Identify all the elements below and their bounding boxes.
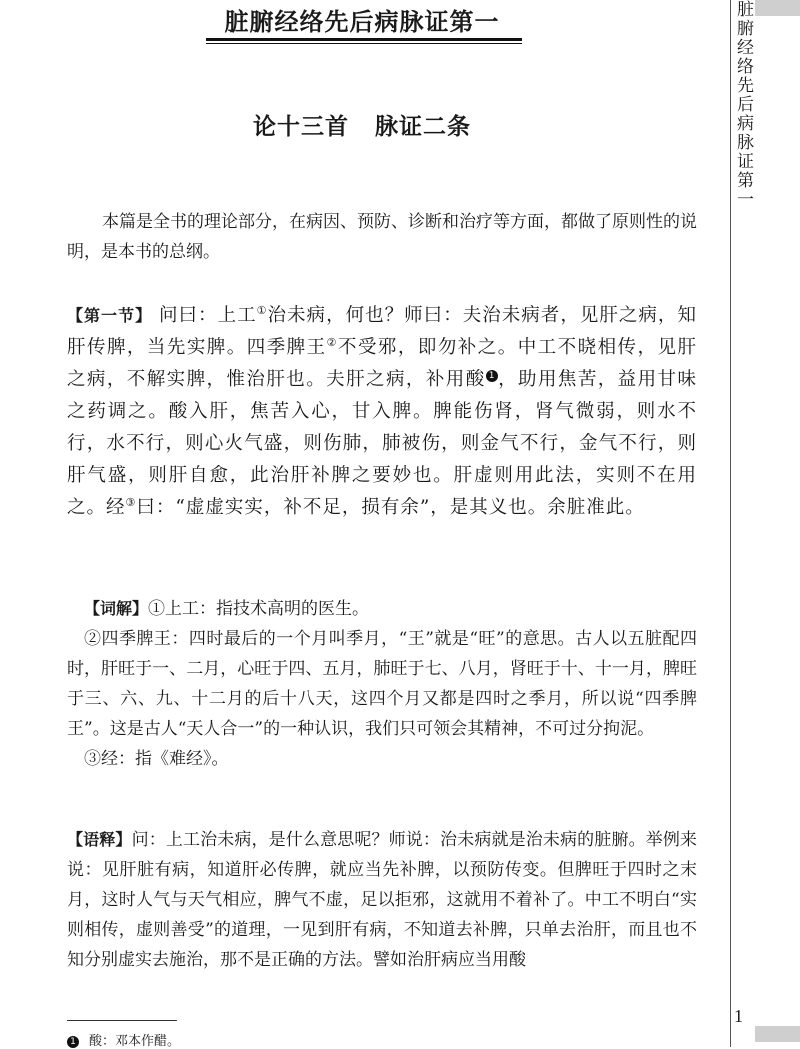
section-label: 【第一节】 — [67, 306, 153, 325]
main-text-1: 问曰：上工 — [159, 305, 257, 326]
header-rule-thin — [206, 43, 522, 44]
chapter-header — [0, 0, 724, 46]
note-ref-3: ③ — [125, 495, 137, 509]
side-tab-bar — [755, 0, 800, 16]
page-number: 1 — [734, 1006, 743, 1026]
section-title-part2: 脉证二条 — [375, 114, 471, 140]
intro-paragraph: 本篇是全书的理论部分，在病因、预防、诊断和治疗等方面，都做了原则性的说明，是本书的总纲。 — [67, 212, 697, 262]
side-divider — [730, 0, 731, 1047]
chapter-title: 脏腑经络先后病脉证第一 — [224, 8, 500, 36]
footnote-marker: 1 — [486, 370, 498, 382]
note-item-3: ③经：指《难经》。 — [84, 749, 229, 769]
side-tab-bar-bottom — [755, 1026, 800, 1042]
main-text-4: ，助用焦苦，益用甘味之药调之。酸入肝，焦苦入心，甘入脾。脾能伤肾，肾气微弱，则水不行，水不行，则心火气盛，则伤肺，肺被伤，则金气不行，金气不行，则肝气盛，则肝自愈，此治肝补脾之要妙也。肝虚则用此法，实则不在用之。经 — [67, 369, 697, 518]
footnote-rule — [67, 1020, 177, 1021]
main-text-paragraph — [67, 300, 697, 524]
translation-paragraph — [67, 825, 697, 975]
translation-text: 问：上工治未病，是什么意思呢？师说：治未病就是治未病的脏腑。举例来说：见肝脏有病，知道肝必传脾，就应当先补脾，以预防传变。但脾旺于四时之末月，这时人气与天气相应，脾气不虚，足以拒邪，这就用不着补了。中工不明白“实则相传，虚则善受”的道理，一见到肝有病，不知道去补脾，只单去治肝，而且也不知分别虚实去施治，那不是正确的方法。譬如治肝病应当用酸 — [67, 830, 697, 970]
notes-label: 【词解】 — [84, 599, 149, 618]
side-running-title: 脏腑经络先后病脉证第一 — [733, 0, 753, 209]
note-item-1 — [67, 594, 697, 624]
footnote-text: 酸：邓本作醋。 — [89, 1034, 181, 1049]
note-ref-1: ① — [256, 303, 268, 317]
note-ref-2: ② — [326, 335, 338, 349]
main-text-2: 治未病，何也？师曰：夫治未病者，见肝之病，知肝传脾，当先实脾。四季脾王 — [67, 305, 697, 358]
section-title — [0, 108, 724, 141]
note-item-2: ②四季脾王：四时最后的一个月叫季月，“王”就是“旺”的意思。古人以五脏配四时，肝旺于一、二月，心旺于四、五月，肺旺于七、八月，肾旺于十、十一月，脾旺于三、六、九、十二月的后十八天，这四个月又都是四时之季月，所以说“四季脾王”。这是古人“天人合一”的一种认识，我们只可领会其精神，不可过分拘泥。 — [67, 629, 697, 739]
translation-label: 【语释】 — [67, 830, 132, 849]
main-text-5: 曰：“虚虚实实，补不足，损有余”，是其义也。余脏准此。 — [136, 497, 645, 518]
footnote — [67, 1030, 180, 1049]
main-text-3: 不受邪，即勿补之。中工不晓相传，见肝之病，不解实脾，惟治肝也。夫肝之病，补用酸 — [67, 337, 697, 390]
footnote-marker-bottom: 1 — [67, 1036, 79, 1048]
section-title-part1: 论十三首 — [253, 114, 349, 140]
note-item-1-text: ①上工：指技术高明的医生。 — [148, 599, 370, 619]
notes-block — [67, 594, 697, 774]
header-rule-thick — [206, 38, 522, 41]
